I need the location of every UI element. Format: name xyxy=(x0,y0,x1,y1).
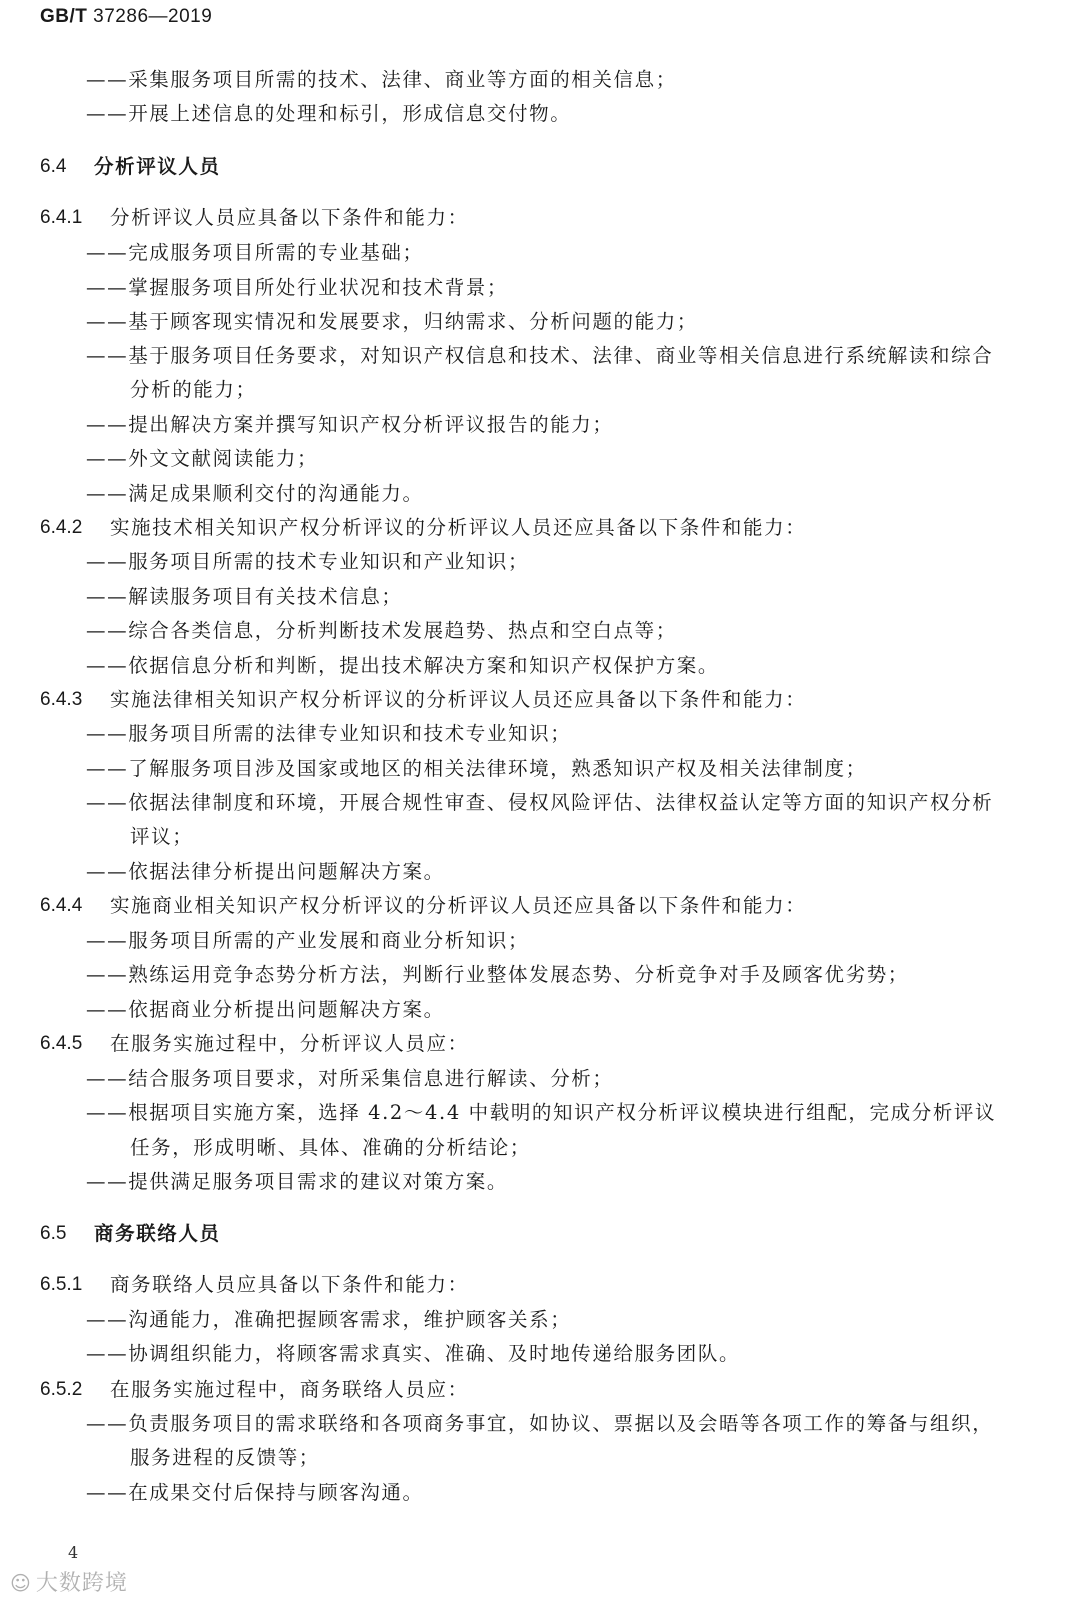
clause-number: 6.5.2 xyxy=(40,1379,83,1400)
watermark-logo-icon: ☺ xyxy=(10,1571,32,1595)
clause-text: 商务联络人员应具备以下条件和能力： xyxy=(110,1273,469,1296)
clause-number: 6.4.2 xyxy=(40,517,83,538)
section-number: 6.4 xyxy=(40,156,67,177)
list-item: ——开展上述信息的处理和标引，形成信息交付物。 xyxy=(86,102,572,125)
clause-text: 实施技术相关知识产权分析评议的分析评议人员还应具备以下条件和能力： xyxy=(110,516,807,539)
list-item-continuation: 评议； xyxy=(130,825,194,848)
watermark xyxy=(10,1566,128,1597)
clause-number: 6.4.5 xyxy=(40,1033,83,1054)
list-item: ——负责服务项目的需求联络和各项商务事宜，如协议、票据以及会晤等各项工作的筹备与组织， xyxy=(86,1412,994,1435)
list-item: ——外文文献阅读能力； xyxy=(86,447,319,470)
list-item: ——熟练运用竞争态势分析方法，判断行业整体发展态势、分析竞争对手及顾客优劣势； xyxy=(86,963,909,986)
list-item: ——提供满足服务项目需求的建议对策方案。 xyxy=(86,1170,509,1193)
page-number: 4 xyxy=(68,1543,79,1562)
list-item: ——协调组织能力，将顾客需求真实、准确、及时地传递给服务团队。 xyxy=(86,1342,741,1365)
list-item: ——依据法律制度和环境，开展合规性审查、侵权风险评估、法律权益认定等方面的知识产权分析 xyxy=(86,791,994,814)
list-item: ——在成果交付后保持与顾客沟通。 xyxy=(86,1481,424,1504)
list-item: ——掌握服务项目所处行业状况和技术背景； xyxy=(86,276,509,299)
list-item: ——综合各类信息，分析判断技术发展趋势、热点和空白点等； xyxy=(86,619,677,642)
list-item: ——采集服务项目所需的技术、法律、商业等方面的相关信息； xyxy=(86,68,677,91)
standard-prefix: GB/T xyxy=(40,6,88,27)
clause-text: 实施法律相关知识产权分析评议的分析评议人员还应具备以下条件和能力： xyxy=(110,688,807,711)
list-item: ——依据法律分析提出问题解决方案。 xyxy=(86,860,445,883)
watermark-text: 大数跨境 xyxy=(35,1571,128,1596)
list-item-continuation: 服务进程的反馈等； xyxy=(130,1446,320,1469)
list-item: ——解读服务项目有关技术信息； xyxy=(86,585,403,608)
clause-text: 实施商业相关知识产权分析评议的分析评议人员还应具备以下条件和能力： xyxy=(110,894,807,917)
list-item: ——满足成果顺利交付的沟通能力。 xyxy=(86,482,424,505)
clause-number: 6.4.3 xyxy=(40,689,83,710)
list-item: ——完成服务项目所需的专业基础； xyxy=(86,241,424,264)
list-item: ——依据信息分析和判断，提出技术解决方案和知识产权保护方案。 xyxy=(86,654,720,677)
section-title: 分析评议人员 xyxy=(94,155,221,178)
list-item: ——基于顾客现实情况和发展要求，归纳需求、分析问题的能力； xyxy=(86,310,698,333)
list-item-continuation: 分析的能力； xyxy=(130,378,257,401)
clause-number: 6.4.4 xyxy=(40,895,83,916)
list-item: ——沟通能力，准确把握顾客需求，维护顾客关系； xyxy=(86,1308,572,1331)
section-number: 6.5 xyxy=(40,1223,67,1244)
list-item: ——根据项目实施方案，选择 4.2～4.4 中载明的知识产权分析评议模块进行组配，完成分析评议 xyxy=(86,1101,997,1124)
section-title: 商务联络人员 xyxy=(94,1222,221,1245)
list-item: ——了解服务项目涉及国家或地区的相关法律环境，熟悉知识产权及相关法律制度； xyxy=(86,757,867,780)
list-item: ——结合服务项目要求，对所采集信息进行解读、分析； xyxy=(86,1067,614,1090)
list-item: ——依据商业分析提出问题解决方案。 xyxy=(86,998,445,1021)
list-item: ——基于服务项目任务要求，对知识产权信息和技术、法律、商业等相关信息进行系统解读和综合 xyxy=(86,344,994,367)
standard-code xyxy=(40,6,212,28)
clause-number: 6.4.1 xyxy=(40,207,83,228)
list-item: ——服务项目所需的法律专业知识和技术专业知识； xyxy=(86,722,572,745)
list-item: ——服务项目所需的产业发展和商业分析知识； xyxy=(86,929,530,952)
list-item: ——服务项目所需的技术专业知识和产业知识； xyxy=(86,550,530,573)
standard-number: 37286—2019 xyxy=(93,6,213,27)
clause-text: 在服务实施过程中，分析评议人员应： xyxy=(110,1032,469,1055)
list-item: ——提出解决方案并撰写知识产权分析评议报告的能力； xyxy=(86,413,614,436)
clause-text: 在服务实施过程中，商务联络人员应： xyxy=(110,1378,469,1401)
clause-text: 分析评议人员应具备以下条件和能力： xyxy=(110,206,469,229)
list-item-continuation: 任务，形成明晰、具体、准确的分析结论； xyxy=(130,1136,531,1159)
clause-number: 6.5.1 xyxy=(40,1274,83,1295)
